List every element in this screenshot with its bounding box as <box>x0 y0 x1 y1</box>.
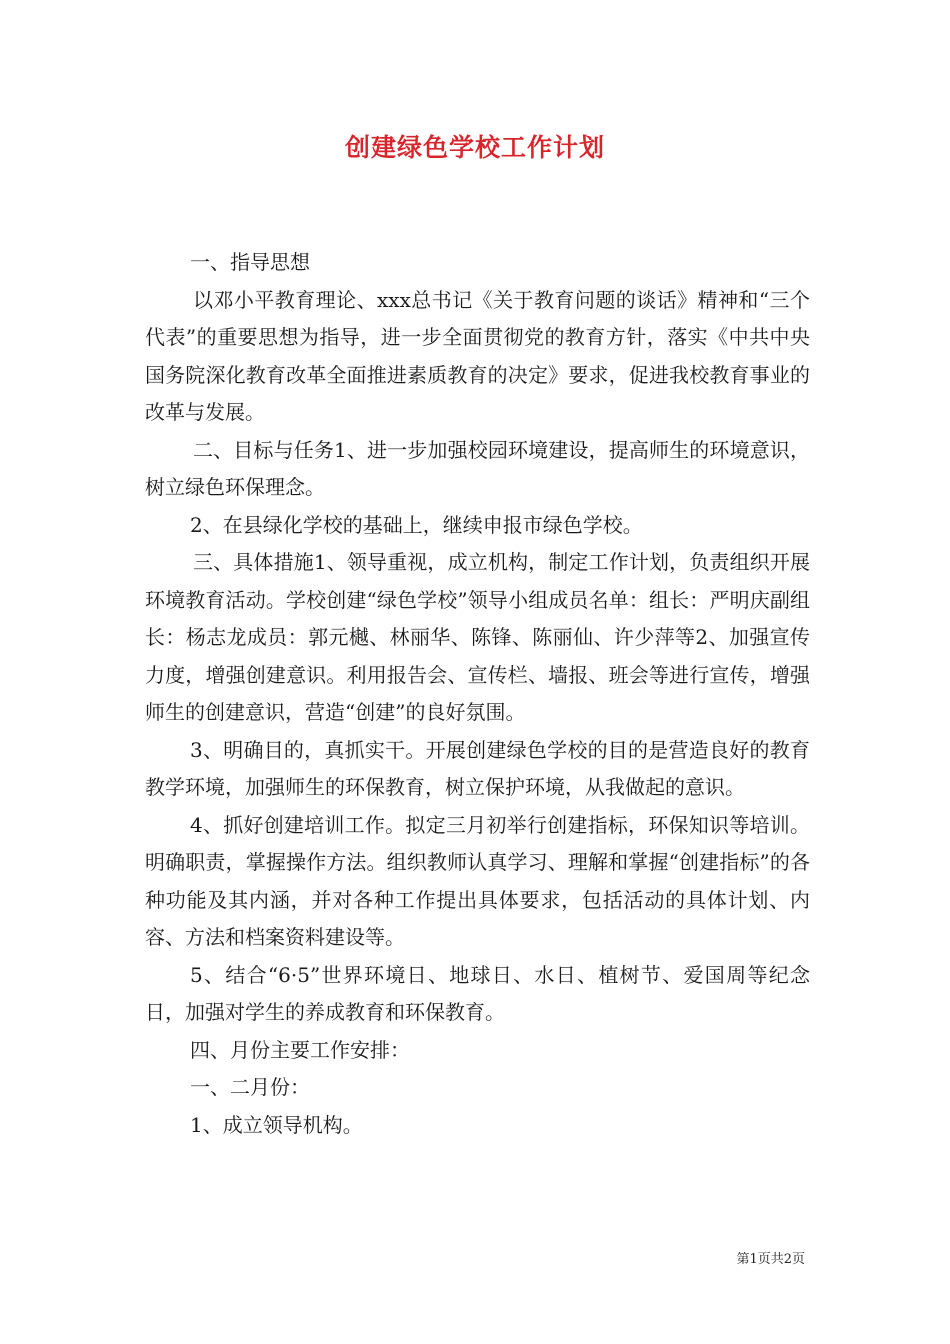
document-body <box>145 244 810 1144</box>
paragraph: 1、成立领导机构。 <box>190 1112 363 1137</box>
paragraph: 二、目标与任务1、进一步加强校园环境建设，提高师生的环境意识，树立绿色环保理念。 <box>145 437 810 499</box>
paragraph: 5、结合“6·5”世界环境日、地球日、水日、植树节、爱国周等纪念日，加强对学生的养成教育和环保教育。 <box>145 962 810 1024</box>
paragraph: 以邓小平教育理论、xxx总书记《关于教育问题的谈话》精神和“三个代表”的重要思想为指导，进一步全面贯彻党的教育方针，落实《中共中央国务院深化教育改革全面推进素质教育的决定》要求，促进我校教育事业的改革与发展。 <box>145 287 810 424</box>
paragraph: 一、指导思想 <box>190 250 310 274</box>
paragraph: 3、明确目的，真抓实干。开展创建绿色学校的目的是营造良好的教育教学环境，加强师生的环保教育，树立保护环境，从我做起的意识。 <box>145 737 810 799</box>
paragraph: 四、月份主要工作安排： <box>190 1037 410 1062</box>
paragraph: 2、在县绿化学校的基础上，继续申报市绿色学校。 <box>190 512 643 537</box>
paragraph: 一、二月份： <box>190 1075 310 1099</box>
page-number: 第1页共2页 <box>736 1252 805 1267</box>
paragraph: 4、抓好创建培训工作。拟定三月初举行创建指标，环保知识等培训。明确职责，掌握操作方法。组织教师认真学习、理解和掌握“创建指标”的各种功能及其内涵，并对各种工作提出具体要求，包括活动的具体计划、内容、方法和档案资料建设等。 <box>145 812 810 949</box>
paragraph: 三、具体措施1、领导重视，成立机构，制定工作计划，负责组织开展环境教育活动。学校创建“绿色学校”领导小组成员名单：组长：严明庆副组长：杨志龙成员：郭元樾、林丽华、陈锋、陈丽仙、许少萍等2、加强宣传力度，增强创建意识。利用报告会、宣传栏、墙报、班会等进行宣传，增强师生的创建意识，营造“创建”的良好氛围。 <box>145 550 810 724</box>
document-title: 创建绿色学校工作计划 <box>344 133 605 162</box>
